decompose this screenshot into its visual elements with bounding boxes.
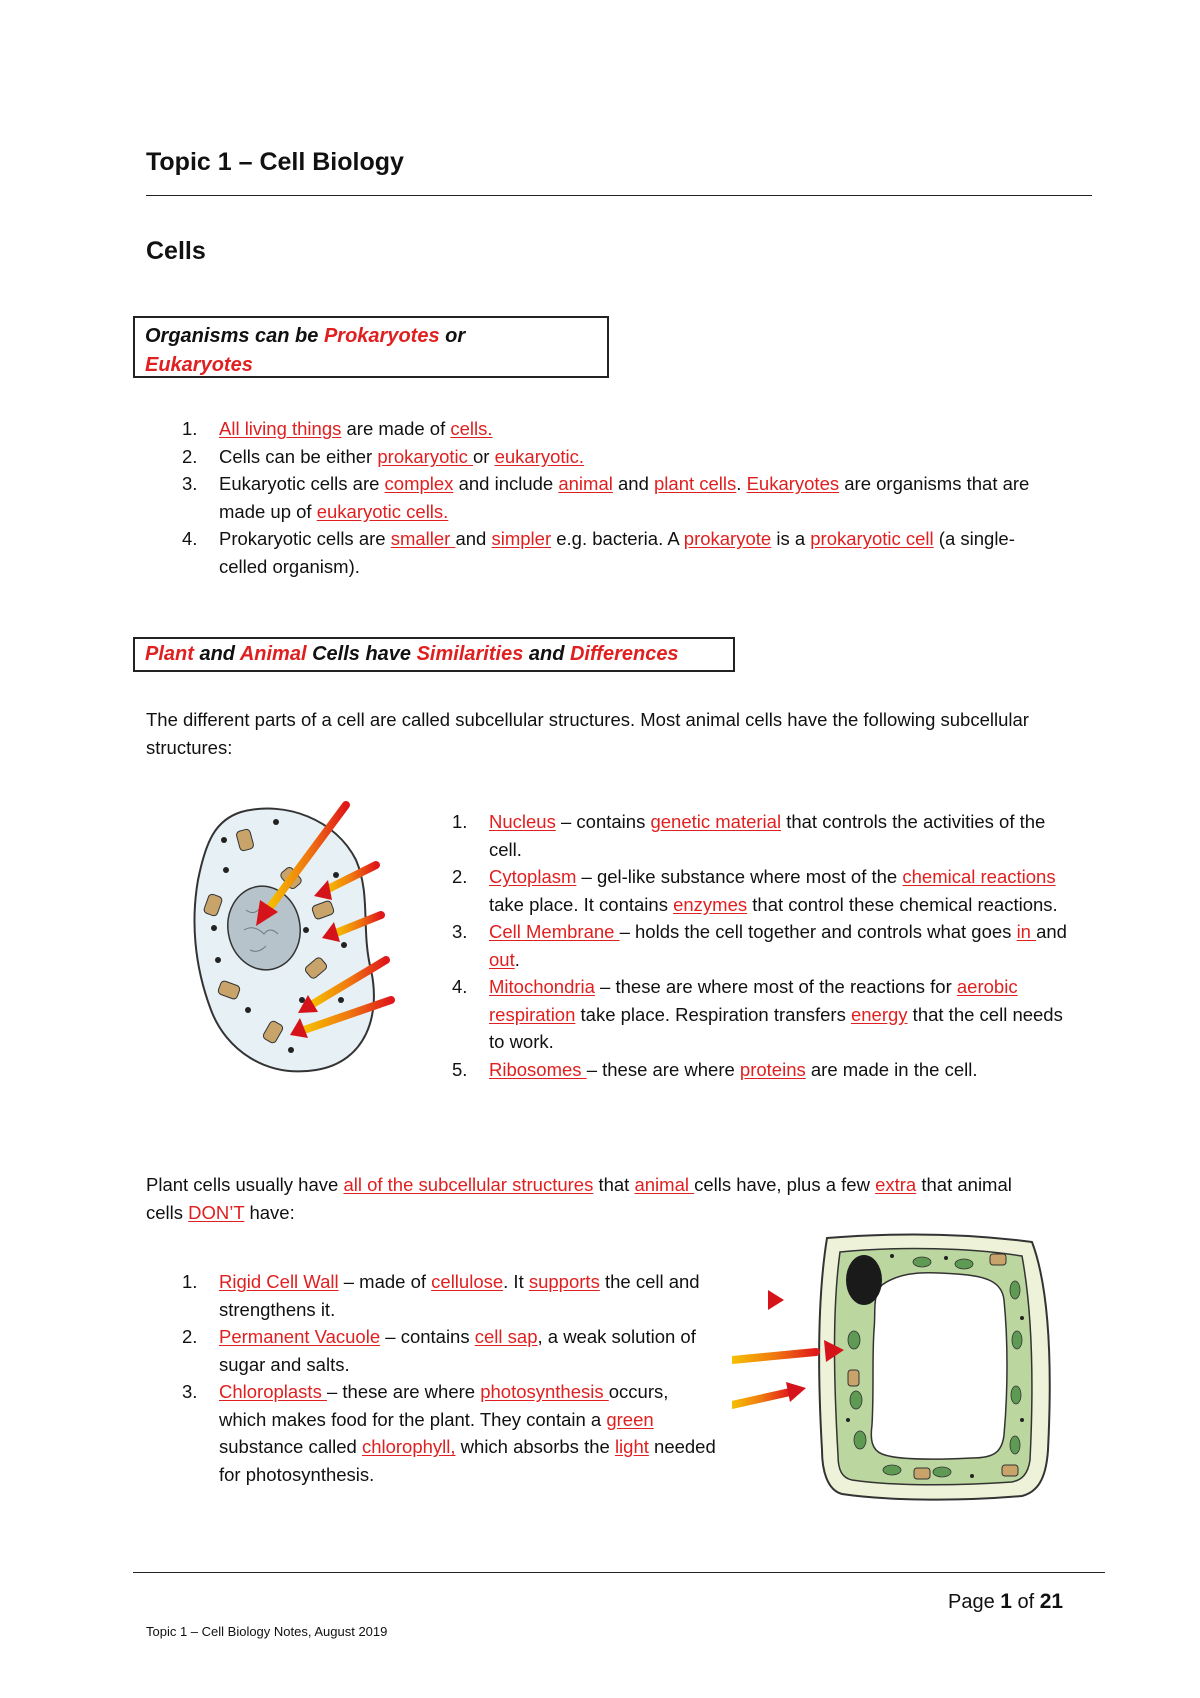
vacuole-shape [871, 1273, 1007, 1460]
list-item: 5. Ribosomes – these are where proteins are made in the cell. [452, 1058, 978, 1080]
list-item: 2. Cells can be either prokaryotic or eukaryotic. [182, 445, 585, 467]
list-item: 1. Rigid Cell Wall – made of cellulose. It supports the cell and strengthens it. [182, 1271, 700, 1320]
header-rule [146, 195, 1092, 196]
section-title: Cells [146, 237, 206, 265]
heading-box-organisms: Organisms can be Prokaryotes or Eukaryotes [133, 316, 609, 378]
list-item: 1. All living things are made of cells. [182, 418, 493, 439]
list-item: 4. Prokaryotic cells are smaller and simpler e.g. bacteria. A prokaryote is a prokaryotic cell (a single-celled organism). [182, 528, 1015, 577]
plant-intro-paragraph: Plant cells usually have all of the subcellular structures that animal cells have, plus a few extra that animal cells DON’T have: [146, 1174, 1012, 1223]
list-item: 2. Permanent Vacuole – contains cell sap, a weak solution of sugar and salts. [182, 1326, 696, 1375]
intro-paragraph: The different parts of a cell are called subcellular structures. Most animal cells have the following subcellular structures: [146, 709, 1029, 758]
list-item: 3. Eukaryotic cells are complex and include animal and plant cells. Eukaryotes are organisms that are made up of eukaryotic cells. [182, 473, 1030, 522]
heading-box-plant-animal: Plant and Animal Cells have Similarities and Differences [133, 637, 735, 672]
plant-cell-diagram [732, 1230, 1062, 1502]
animal-structures-list [416, 808, 1076, 1083]
list-item: 2. Cytoplasm – gel-like substance where most of the chemical reactions take place. It contains enzymes that control these chemical reactions. [452, 866, 1058, 915]
footer-note: Topic 1 – Cell Biology Notes, August 2019 [146, 1624, 388, 1639]
list-item: 1. Nucleus – contains genetic material that controls the activities of the cell. [452, 811, 1046, 860]
topic-title: Topic 1 – Cell Biology [146, 148, 404, 176]
animal-cell-diagram [186, 800, 396, 1075]
plant-structures-list [146, 1268, 716, 1488]
cells-list [146, 415, 1046, 580]
list-item: 3. Chloroplasts – these are where photosynthesis occurs, which makes food for the plant. They contain a green substance called chlorophyll, which absorbs the light needed for photosynthesis. [182, 1381, 716, 1485]
page-number: Page 1 of 21 [948, 1590, 1064, 1613]
footer-rule [133, 1572, 1105, 1573]
list-item: 4. Mitochondria – these are where most of the reactions for aerobic respiration take place. Respiration transfers energy that the cell needs to work. [452, 976, 1063, 1052]
list-item: 3. Cell Membrane – holds the cell together and controls what goes in and out. [452, 921, 1067, 970]
plant-nucleus-shape [846, 1255, 882, 1305]
